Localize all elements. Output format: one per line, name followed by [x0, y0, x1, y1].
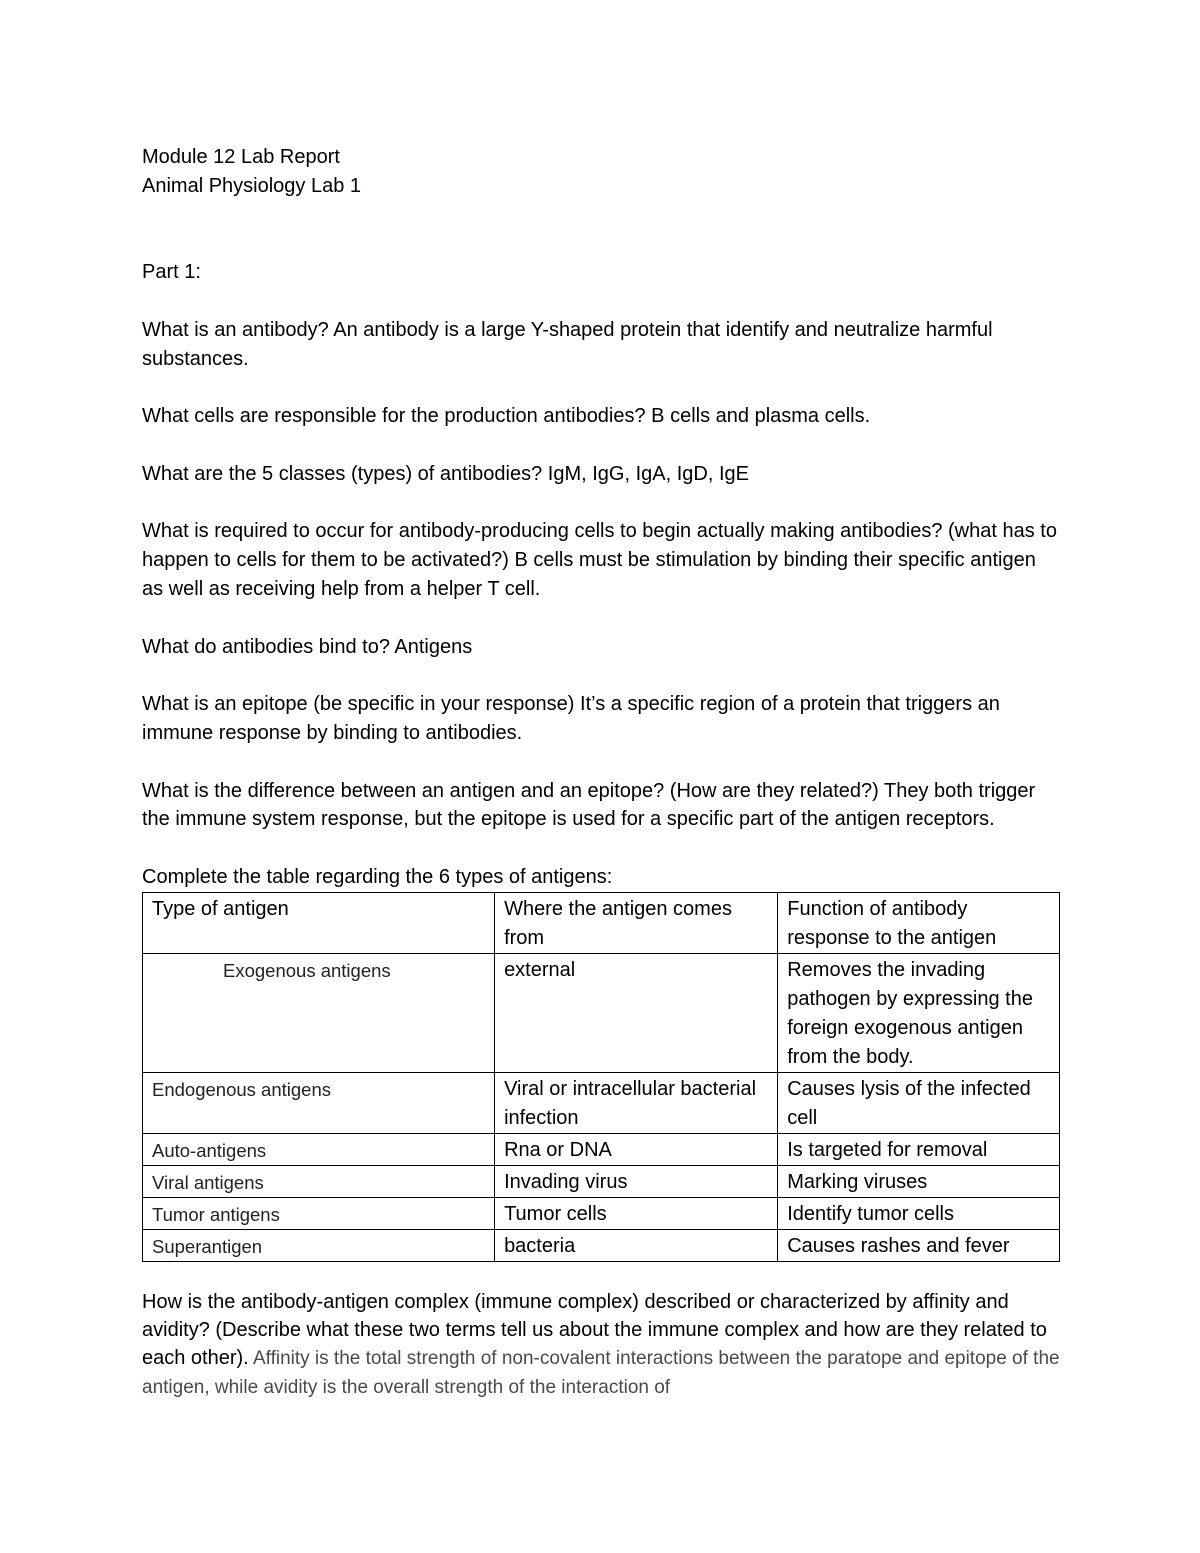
- question-text: What is an epitope (be specific in your response): [142, 693, 575, 716]
- table-cell-function: Is targeted for removal: [778, 1133, 1060, 1165]
- question-answer-3: [142, 460, 1062, 489]
- answer-text: B cells and plasma cells.: [645, 405, 871, 428]
- answer-text: An antibody is a large Y-shaped protein that identify and neutralize harmful substances.: [142, 318, 993, 370]
- question-text: How is the antibody-antigen complex (immune complex) described or characterized by affinity and avidity? (Describe what these two terms tell us about the immune complex and how are they related to each other).: [142, 1290, 1047, 1369]
- question-text: What is required to occur for antibody-producing cells to begin actually making antibodies? (what has to happen to cells for them to be activated?): [142, 520, 1057, 572]
- answer-text: They both trigger the immune system response, but the epitope is used for a specific part of the antigen receptors.: [142, 779, 1036, 831]
- answer-text: B cells must be stimulation by binding their specific antigen as well as receiving help from a helper T cell.: [142, 549, 1036, 600]
- table-header-cell: Where the antigen comes from: [495, 892, 778, 953]
- table-cell-source: Tumor cells: [495, 1197, 778, 1229]
- document-title: Module 12 Lab Report: [142, 146, 340, 168]
- table-header-row: [143, 892, 1060, 953]
- table-cell-antigen-type: Exogenous antigens: [143, 953, 495, 1072]
- table-cell-antigen-type: Tumor antigens: [143, 1197, 495, 1229]
- question-answer-affinity-avidity: [142, 1288, 1062, 1402]
- table-cell-source: bacteria: [495, 1229, 778, 1261]
- table-header-cell: Type of antigen: [143, 892, 495, 953]
- table-row: [143, 1072, 1060, 1133]
- answer-text: Antigens: [389, 635, 473, 658]
- table-cell-source: external: [495, 953, 778, 1072]
- table-row: [143, 1197, 1060, 1229]
- question-answer-7: [142, 777, 1062, 835]
- part-label: Part 1:: [142, 261, 201, 284]
- question-answer-6: [142, 690, 1062, 748]
- table-header-cell: Function of antibody response to the antigen: [778, 892, 1060, 953]
- question-answer-4: [142, 517, 1062, 603]
- table-cell-source: Rna or DNA: [495, 1133, 778, 1165]
- question-text: What is the difference between an antigen and an epitope? (How are they related?): [142, 779, 879, 802]
- table-cell-function: Marking viruses: [778, 1165, 1060, 1197]
- antigen-table: [142, 892, 1060, 1262]
- table-cell-function: Causes rashes and fever: [778, 1229, 1060, 1261]
- answer-text: IgM, IgG, IgA, IgD, IgE: [542, 462, 749, 485]
- question-text: What is an antibody?: [142, 318, 329, 341]
- table-row: [143, 1229, 1060, 1261]
- table-cell-antigen-type: Viral antigens: [143, 1165, 495, 1197]
- answer-text: Affinity is the total strength of non-covalent interactions between the paratope and epitope of the antigen, while avidity is the overall strength of the interaction of: [142, 1347, 1060, 1398]
- table-cell-function: Removes the invading pathogen by expressing the foreign exogenous antigen from the body.: [778, 953, 1060, 1072]
- table-cell-antigen-type: Auto-antigens: [143, 1133, 495, 1165]
- table-cell-function: Identify tumor cells: [778, 1197, 1060, 1229]
- table-intro: Complete the table regarding the 6 types of antigens:: [142, 865, 613, 888]
- question-text: What are the 5 classes (types) of antibodies?: [142, 462, 543, 485]
- table-cell-antigen-type: Endogenous antigens: [143, 1072, 495, 1133]
- question-answer-1: [142, 316, 1062, 374]
- table-cell-source: Viral or intracellular bacterial infection: [495, 1072, 778, 1133]
- document-page: [142, 143, 1062, 1402]
- document-subtitle: Animal Physiology Lab 1: [142, 174, 362, 197]
- answer-text: It’s a specific region of a protein that triggers an immune response by binding to antibodies.: [142, 693, 1000, 744]
- table-cell-function: Causes lysis of the infected cell: [778, 1072, 1060, 1133]
- question-answer-5: [142, 633, 1062, 662]
- table-row: [143, 1133, 1060, 1165]
- question-text: What cells are responsible for the production antibodies?: [142, 405, 646, 428]
- table-row: [143, 1165, 1060, 1197]
- table-cell-source: Invading virus: [495, 1165, 778, 1197]
- question-text: What do antibodies bind to?: [142, 635, 390, 658]
- table-cell-antigen-type: Superantigen: [143, 1229, 495, 1261]
- question-answer-2: [142, 402, 1062, 431]
- table-row: [143, 953, 1060, 1072]
